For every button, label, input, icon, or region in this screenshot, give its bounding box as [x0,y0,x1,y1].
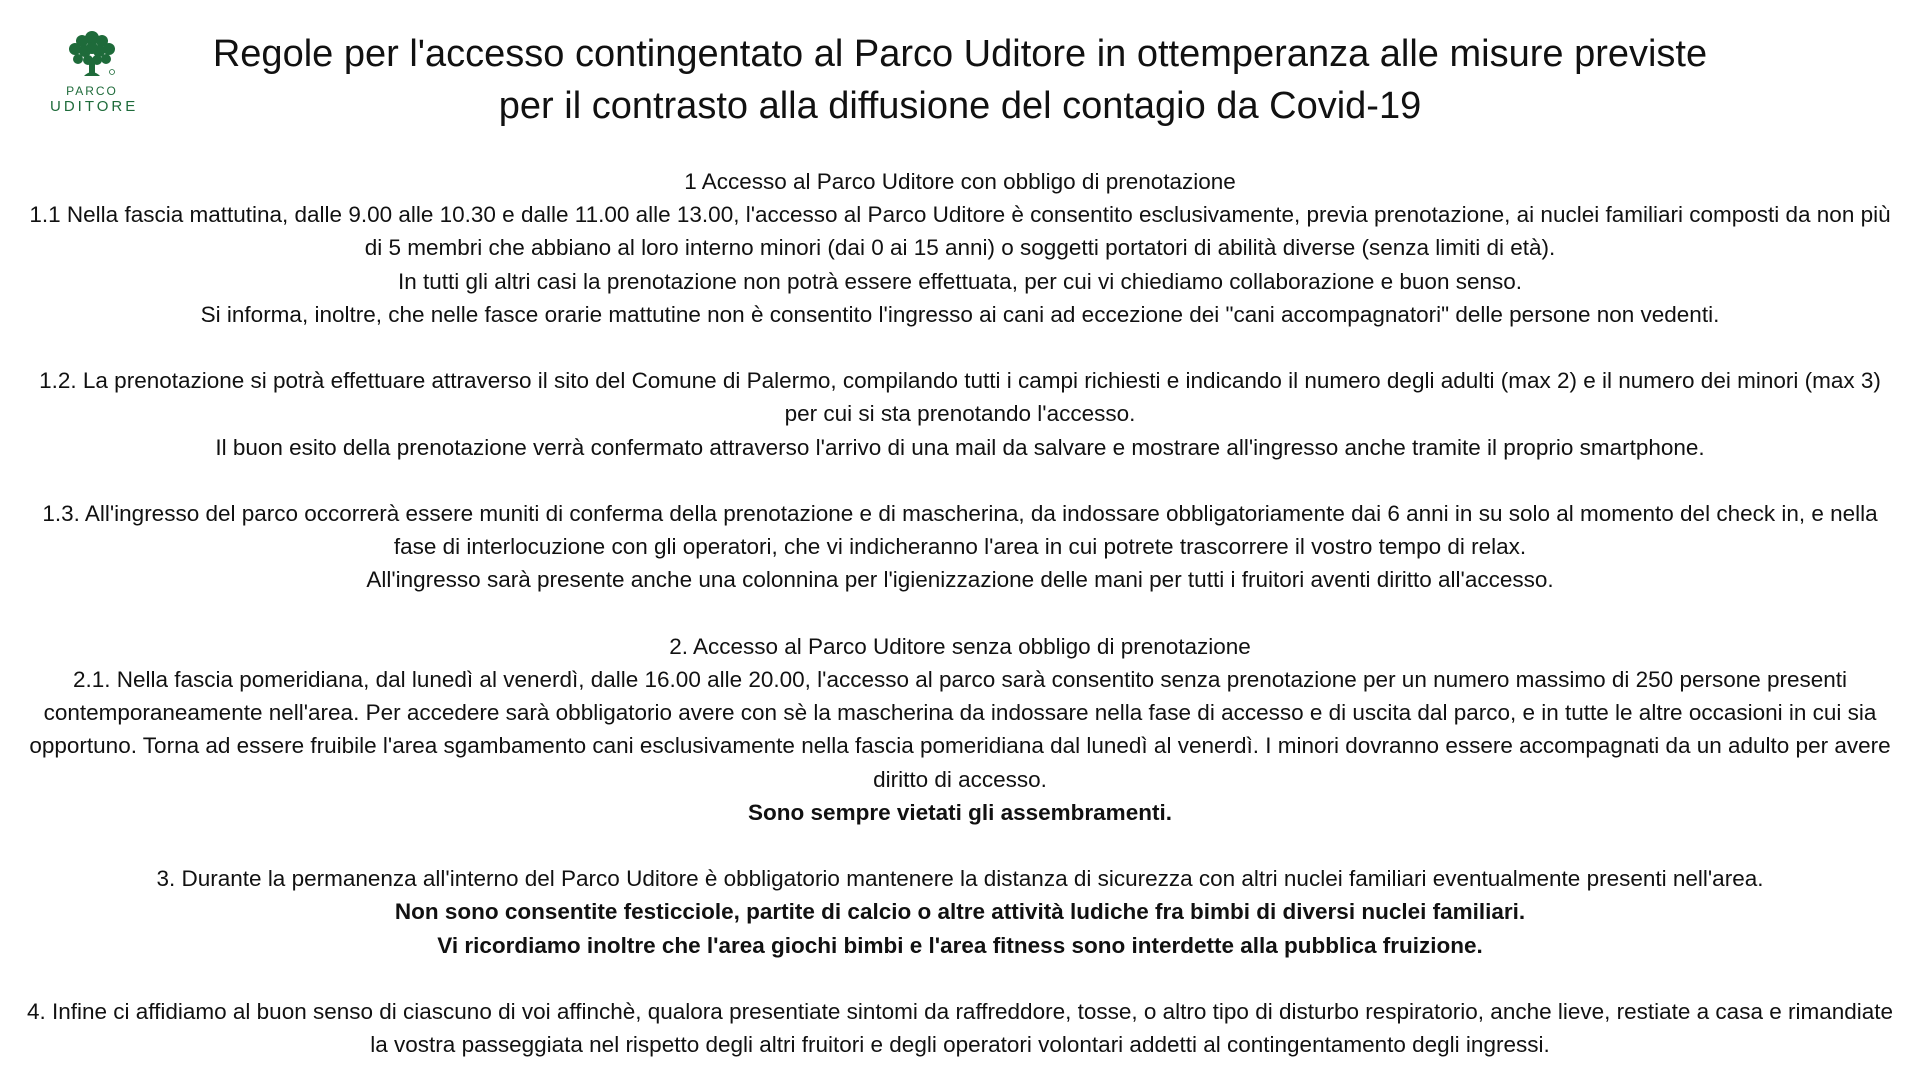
rule-3-warning-2: Vi ricordiamo inoltre che l'area giochi bimbi e l'area fitness sono interdette alla pubblica fruizione. [437,932,1483,958]
rule-3: 3. Durante la permanenza all'interno del Parco Uditore è obbligatorio mantenere la distanza di sicurezza con altri nuclei familiari eventualmente presenti nell'area. [156,866,1764,892]
rule-4: 4. Infine ci affidiamo al buon senso di ciascuno di voi affinchè, qualora presentiate sintomi da raffreddore, tosse, o altro tipo di disturbo respiratorio, anche lieve, restiate a casa e rimandiate la vostra passeggiata nel rispetto degli altri fruitori e degli operatori volontari addetti al contingentamento degli ingressi. [26,999,1894,1058]
spacer [20,829,1900,862]
rule-1-3: 1.3. All'ingresso del parco occorrerà essere muniti di conferma della prenotazione e di mascherina, da indossare obbligatoriamente dai 6 anni in su solo al momento del check in, e nella fase di interlocuzione con gli operatori, che vi indicheranno l'area in cui potrete trascorrere il vostro tempo di relax. [42,501,1878,560]
rule-2-1: 2.1. Nella fascia pomeridiana, dal lunedì al venerdì, dalle 16.00 alle 20.00, l'accesso al parco sarà consentito senza prenotazione per un numero massimo di 250 persone presenti contemporaneamente nell'area. Per accedere sarà obbligatorio avere con sè la mascherina da indossare nella fase di accesso e di uscita dal parco, e in tutte le altre occasioni in cui sia opportuno. Torna ad essere fruibile l'area sgambamento cani esclusivamente nella fascia pomeridiana dal lunedì al venerdì. I minori dovranno essere accompagnati da un adulto per avere diritto di accesso. [29,667,1891,792]
rule-2-warning: Sono sempre vietati gli assembramenti. [748,799,1172,825]
spacer [20,464,1900,497]
spacer [20,331,1900,364]
rule-1-1: 1.1 Nella fascia mattutina, dalle 9.00 alle 10.30 e dalle 11.00 alle 13.00, l'accesso al Parco Uditore è consentito esclusivamente, previa prenotazione, ai nuclei familiari composti da non più di 5 membri che abbiano al loro interno minori (dai 0 ai 15 anni) o soggetti portatori di abilità diverse (senza limiti di età). [29,202,1891,261]
logo-text-uditore: UDITORE [50,98,139,115]
title-line-1: Regole per l'accesso contingentato al Parco Uditore in ottemperanza alle misure previste [212,33,1708,75]
page-title [170,28,1750,132]
rule-1-2: 1.2. La prenotazione si potrà effettuare attraverso il sito del Comune di Palermo, compilando tutti i campi richiesti e indicando il numero degli adulti (max 2) e il numero dei minori (max 3) per cui si sta prenotando l'accesso. [39,368,1881,427]
rule-1-3-sanitizer: All'ingresso sarà presente anche una colonnina per l'igienizzazione delle mani per tutti i fruitori aventi diritto all'accesso. [366,567,1554,593]
rule-1-1-note: In tutti gli altri casi la prenotazione non potrà essere effettuata, per cui vi chiediamo collaborazione e buon senso. [397,268,1522,294]
parco-uditore-logo [50,26,139,126]
spacer [20,962,1900,995]
title-line-2: per il contrasto alla diffusione del contagio da Covid-19 [498,85,1422,127]
rule-1-1-dogs: Si informa, inoltre, che nelle fasce orarie mattutine non è consentito l'ingresso ai cani ad eccezione dei "cani accompagnatori" delle persone non vedenti. [200,301,1720,327]
tree-icon [64,26,120,82]
rule-1-2-confirm: Il buon esito della prenotazione verrà confermato attraverso l'arrivo di una mail da salvare e mostrare all'ingresso anche tramite il proprio smartphone. [215,434,1705,460]
section-2-heading: 2. Accesso al Parco Uditore senza obbligo di prenotazione [669,633,1251,659]
logo-text-parco: PARCO [66,84,118,98]
section-1-heading: 1 Accesso al Parco Uditore con obbligo di prenotazione [684,169,1236,194]
rule-3-warning-1: Non sono consentite festicciole, partite di calcio o altre attività ludiche fra bimbi di diversi nuclei familiari. [394,899,1526,925]
spacer [20,597,1900,630]
rules-body [20,165,1900,1061]
